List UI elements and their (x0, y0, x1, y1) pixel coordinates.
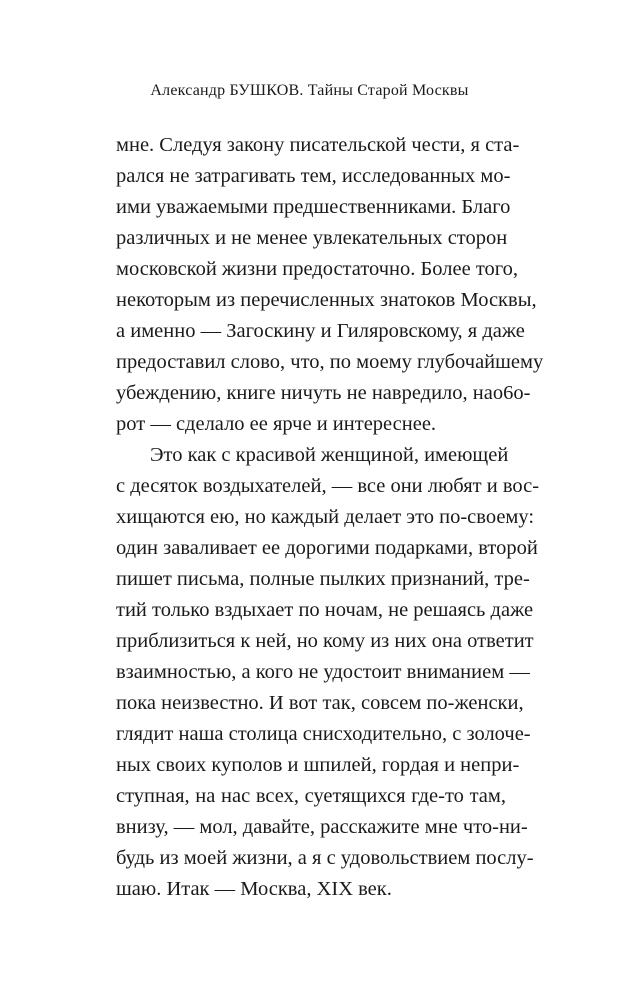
text-line: Это как с красивой женщиной, имеющей (150, 444, 509, 466)
text-line: будь из моей жизни, а я с удовольствием послу- (116, 847, 534, 869)
paragraph-2 (116, 440, 540, 905)
text-line: один заваливает ее дорогими подарками, второй (116, 537, 538, 559)
text-line: некоторым из перечисленных знатоков Москвы, (116, 289, 537, 311)
paragraph-1 (116, 130, 544, 440)
text-line: тий только вздыхает по ночам, не решаясь даже (116, 599, 534, 621)
running-header: Александр БУШКОВ. Тайны Старой Москвы (150, 82, 469, 99)
text-line: ими уважаемыми предшественниками. Благо (116, 196, 511, 218)
text-line: внизу, — мол, давайте, расскажите мне что-ни- (116, 816, 528, 838)
text-line: мне. Следуя закону писательской чести, я ста- (116, 134, 520, 156)
text-line: рался не затрагивать тем, исследованных мо- (116, 165, 511, 187)
text-line: ных своих куполов и шпилей, гордая и непри- (116, 754, 520, 776)
text-line: шаю. Итак — Москва, XIX век. (116, 878, 392, 900)
text-line: рот — сделало ее ярче и интереснее. (116, 413, 437, 435)
text-line: а именно — Загоскину и Гиляровскому, я даже (116, 320, 525, 342)
text-line: глядит наша столица снисходительно, с золоче- (116, 723, 531, 745)
text-line: с десяток воздыхателей, — все они любят и вос- (116, 475, 540, 497)
body-text (116, 130, 544, 905)
text-line: убеждению, книге ничуть не навредило, нао6о- (116, 382, 531, 404)
text-line: пишет письма, полные пылких признаний, тре- (116, 568, 530, 590)
text-line: московской жизни предостаточно. Более того, (116, 258, 519, 280)
text-line: предоставил слово, что, по моему глубочайшему (116, 351, 544, 373)
text-line: приблизиться к ней, но кому из них она ответит (116, 630, 534, 652)
text-line: различных и не менее увлекательных сторон (116, 227, 508, 249)
text-line: взаимностью, а кого не удостоит вниманием — (116, 661, 530, 683)
text-line: хищаются ею, но каждый делает это по-своему: (116, 506, 535, 528)
text-line: пока неизвестно. И вот так, совсем по-женски, (116, 692, 524, 714)
text-line: ступная, на нас всех, суетящихся где-то там, (116, 785, 506, 807)
